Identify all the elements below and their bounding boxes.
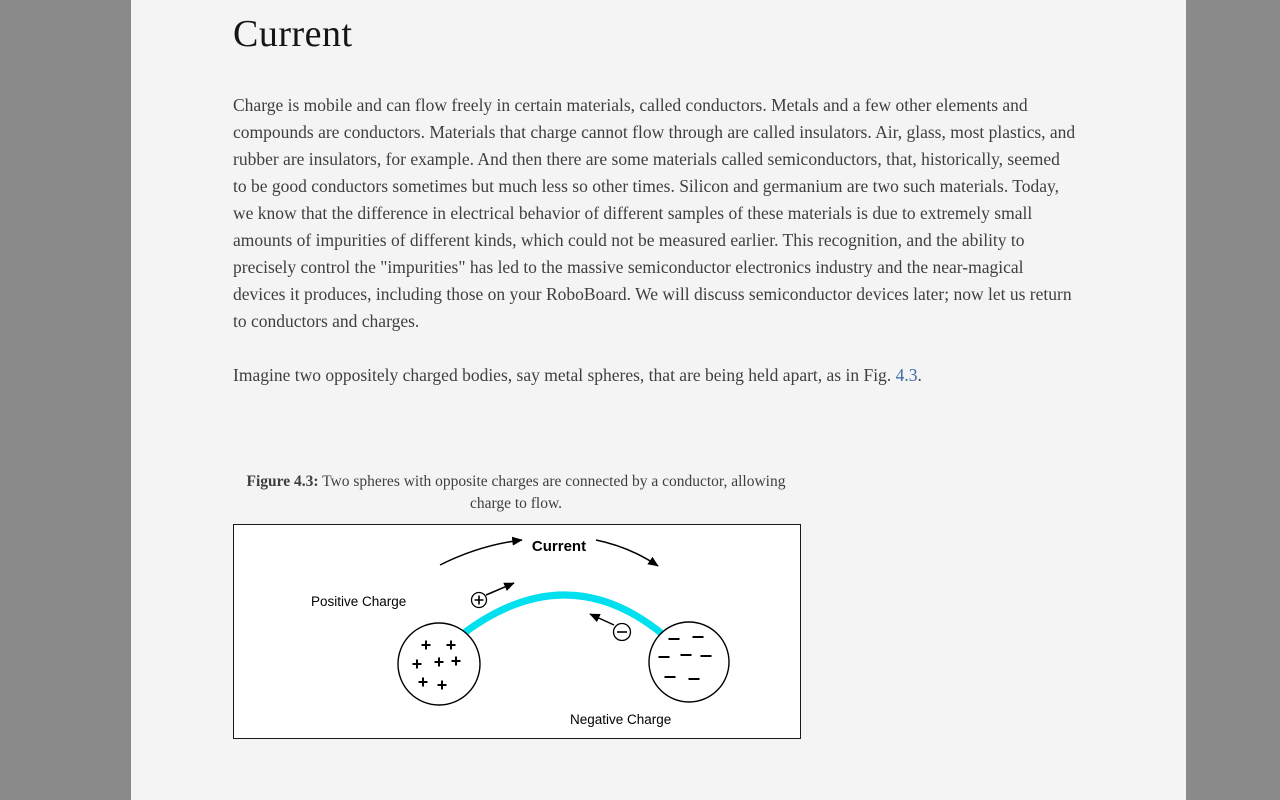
paragraph-imagine bbox=[233, 362, 1076, 389]
figure-image bbox=[233, 524, 801, 739]
figure-caption bbox=[233, 471, 799, 515]
page-title: Current bbox=[233, 13, 353, 55]
figure-caption-label: Figure 4.3: bbox=[246, 473, 319, 490]
current-arrow-left bbox=[440, 540, 522, 565]
paragraph-imagine-period: . bbox=[917, 365, 922, 385]
page bbox=[131, 0, 1186, 800]
figure-4-3 bbox=[233, 471, 799, 739]
paragraph-imagine-text: Imagine two oppositely charged bodies, say metal spheres, that are being held apart, as in Fig. bbox=[233, 365, 896, 385]
negative-sphere bbox=[649, 622, 729, 702]
positive-charge-label: Positive Charge bbox=[311, 594, 407, 609]
negative-charge-carrier bbox=[590, 614, 631, 641]
figure-4-3-link[interactable]: 4.3 bbox=[895, 365, 918, 385]
paragraph-conductors bbox=[233, 92, 1076, 335]
current-arrow-right bbox=[596, 540, 658, 566]
conductor-wire bbox=[464, 595, 666, 637]
negative-carrier-arrow bbox=[590, 614, 614, 625]
figure-caption-text: Two spheres with opposite charges are connected by a conductor, allowing charge to flow. bbox=[318, 473, 786, 512]
paragraph-conductors-text: Charge is mobile and can flow freely in certain materials, called conductors. Metals and a few other elements and compounds are conductors. Materials that charge cannot flow through are called insulators. Air, glass, most plastics, and rubber are insulators, for example. And then there are some materials called semiconductors, that, historically, seemed to be good conductors sometimes but much less so other times. Silicon and germanium are two such materials. Today, we know that the difference in electrical behavior of different samples of these materials is due to extremely small amounts of impurities of different kinds, which could not be measured earlier. This recognition, and the ability to precisely control the "impurities" has led to the massive semiconductor electronics industry and the near-magical devices it produces, including those on your RoboBoard. We will discuss semiconductor devices later; now let us return to conductors and charges. bbox=[233, 95, 1076, 331]
current-label: Current bbox=[531, 538, 587, 555]
positive-carrier-arrow bbox=[486, 583, 514, 595]
positive-sphere bbox=[398, 623, 480, 705]
negative-sphere-circle bbox=[649, 622, 729, 702]
negative-charge-label: Negative Charge bbox=[570, 712, 672, 727]
figure-svg bbox=[234, 525, 800, 738]
